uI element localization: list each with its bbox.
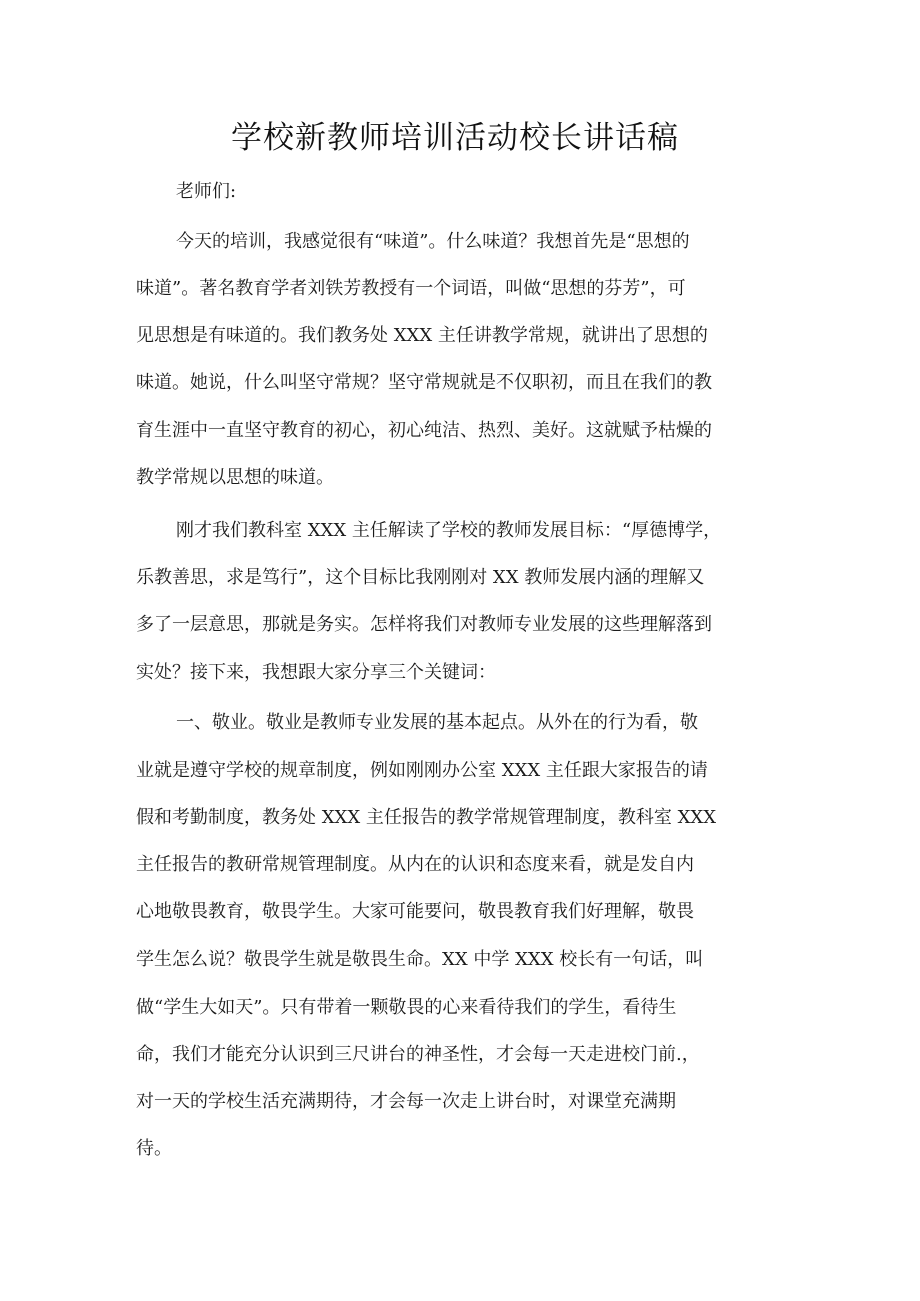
paragraph-line: 多了一层意思，那就是务实。怎样将我们对教师专业发展的这些理解落到 [136,614,712,635]
paragraph-line: 一、敬业。敬业是教师专业发展的基本起点。从外在的行为看，敬 [176,712,698,733]
paragraph-line: 实处？接下来，我想跟大家分享三个关键词： [136,662,496,683]
paragraph-line: 见思想是有味道的。我们教务处 XXX 主任讲教学常规，就讲出了思想的 [136,325,708,346]
paragraph-line: 今天的培训，我感觉很有“味道”。什么味道？我想首先是“思想的 [176,231,690,252]
document-title: 学校新教师培训活动校长讲话稿 [231,120,679,156]
paragraph-line: 刚才我们教科室 XXX 主任解读了学校的教师发展目标：“厚德博学， [176,520,722,541]
paragraph-line: 教学常规以思想的味道。 [136,467,334,488]
greeting: 老师们: [176,181,237,202]
paragraph-line: 业就是遵守学校的规章制度，例如刚刚办公室 XXX 主任跟大家报告的请 [136,760,708,781]
paragraph-line: 味道。她说，什么叫坚守常规？坚守常规就是不仅职初，而且在我们的教 [136,372,712,393]
paragraph-line: 对一天的学校生活充满期待，才会每一次走上讲台时，对课堂充满期 [136,1091,676,1112]
paragraph-line: 心地敬畏教育，敬畏学生。大家可能要问，敬畏教育我们好理解，敬畏 [136,901,694,922]
paragraph-line: 做“学生大如天”。只有带着一颗敬畏的心来看待我们的学生，看待生 [136,997,677,1018]
paragraph-line: 育生涯中一直坚守教育的初心，初心纯洁、热烈、美好。这就赋予枯燥的 [136,420,712,441]
paragraph-line: 待。 [136,1138,172,1159]
paragraph-line: 乐教善思，求是笃行”，这个目标比我刚刚对 XX 教师发展内涵的理解又 [136,567,705,588]
paragraph-line: 学生怎么说？敬畏学生就是敬畏生命。XX 中学 XXX 校长有一句话，叫 [136,949,704,970]
paragraph-line: 假和考勤制度，教务处 XXX 主任报告的教学常规管理制度，教科室 XXX [136,807,717,828]
paragraph-line: 味道”。著名教育学者刘铁芳教授有一个词语，叫做“思想的芬芳”，可 [136,278,686,299]
paragraph-line: 命，我们才能充分认识到三尺讲台的神圣性，才会每一天走进校门前.， [136,1044,700,1065]
paragraph-line: 主任报告的教研常规管理制度。从内在的认识和态度来看，就是发自内 [136,854,694,875]
